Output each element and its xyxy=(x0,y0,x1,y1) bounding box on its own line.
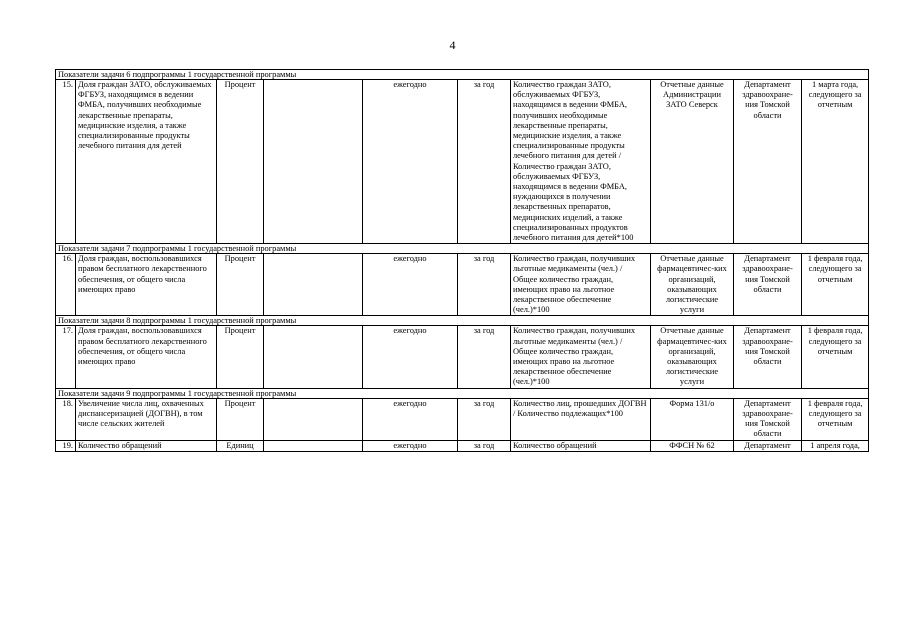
section-title: Показатели задачи 6 подпрограммы 1 государственной программы xyxy=(56,70,869,80)
unit-cell: Единиц xyxy=(217,440,264,451)
unit-cell: Процент xyxy=(217,398,264,440)
unit-cell: Процент xyxy=(217,326,264,388)
frequency-cell: ежегодно xyxy=(363,440,458,451)
formula-cell: Количество граждан, получивших льготные медикаменты (чел.) / Общее количество граждан, имеющих право на льготное лекарственное обеспечение (чел.)*100 xyxy=(511,254,651,316)
row-number: 18. xyxy=(56,398,76,440)
section-header-row xyxy=(56,316,869,326)
indicator-name: Доля граждан, воспользовавшихся правом бесплатного лекарственного обеспечения, от общего числа имеющих право xyxy=(76,326,217,388)
table-row xyxy=(56,326,869,388)
page-number: 4 xyxy=(449,38,456,52)
section-header-row xyxy=(56,70,869,80)
row-number: 16. xyxy=(56,254,76,316)
formula-cell: Количество лиц, прошедших ДОГВН / Количество подлежащих*100 xyxy=(511,398,651,440)
period-cell: за год xyxy=(458,80,511,244)
indicators-table xyxy=(55,69,869,452)
unit-cell: Процент xyxy=(217,254,264,316)
section-header-row xyxy=(56,244,869,254)
source-cell: ФФСН № 62 xyxy=(651,440,734,451)
period-cell: за год xyxy=(458,398,511,440)
indicator-name: Количество обращений xyxy=(76,440,217,451)
empty-cell xyxy=(264,440,363,451)
deadline-cell: 1 февраля года, следующего за отчетным xyxy=(802,326,869,388)
responsible-cell: Департамент здравоохране-ния Томской области xyxy=(734,326,802,388)
source-cell: Форма 131/о xyxy=(651,398,734,440)
deadline-cell: 1 марта года, следующего за отчетным xyxy=(802,80,869,244)
row-number: 19. xyxy=(56,440,76,451)
formula-cell: Количество обращений xyxy=(511,440,651,451)
section-header-row xyxy=(56,388,869,398)
section-title: Показатели задачи 9 подпрограммы 1 государственной программы xyxy=(56,388,869,398)
frequency-cell: ежегодно xyxy=(363,80,458,244)
deadline-cell: 1 февраля года, следующего за отчетным xyxy=(802,398,869,440)
frequency-cell: ежегодно xyxy=(363,254,458,316)
section-title: Показатели задачи 7 подпрограммы 1 государственной программы xyxy=(56,244,869,254)
indicator-name: Доля граждан ЗАТО, обслуживаемых ФГБУЗ, находящимся в ведении ФМБА, получивших необходимые лекарственные препараты, медицинские изделия, а также специализированные продукты лечебного питания для детей xyxy=(76,80,217,244)
empty-cell xyxy=(264,80,363,244)
indicator-name: Увеличение числа лиц, охваченных диспансеризацией (ДОГВН), в том числе сельских жителей xyxy=(76,398,217,440)
empty-cell xyxy=(264,398,363,440)
empty-cell xyxy=(264,254,363,316)
frequency-cell: ежегодно xyxy=(363,398,458,440)
row-number: 15. xyxy=(56,80,76,244)
frequency-cell: ежегодно xyxy=(363,326,458,388)
formula-cell: Количество граждан, получивших льготные медикаменты (чел.) / Общее количество граждан, имеющих право на льготное лекарственное обеспечение (чел.)*100 xyxy=(511,326,651,388)
period-cell: за год xyxy=(458,440,511,451)
source-cell: Отчетные данные фармацевтичес-ких организаций, оказывающих логистические услуги xyxy=(651,254,734,316)
responsible-cell: Департамент здравоохране-ния Томской области xyxy=(734,254,802,316)
table-row xyxy=(56,80,869,244)
responsible-cell: Департамент здравоохране-ния Томской области xyxy=(734,398,802,440)
period-cell: за год xyxy=(458,254,511,316)
unit-cell: Процент xyxy=(217,80,264,244)
deadline-cell: 1 февраля года, следующего за отчетным xyxy=(802,254,869,316)
section-title: Показатели задачи 8 подпрограммы 1 государственной программы xyxy=(56,316,869,326)
deadline-cell: 1 апреля года, xyxy=(802,440,869,451)
indicator-name: Доля граждан, воспользовавшихся правом бесплатного лекарственного обеспечения, от общего числа имеющих право xyxy=(76,254,217,316)
responsible-cell: Департамент xyxy=(734,440,802,451)
formula-cell: Количество граждан ЗАТО, обслуживаемых ФГБУЗ, находящимся в ведении ФМБА, получивших необходимые лекарственные препараты, медицинские изделия, а также специализированные продукты лечебного питания для детей / Количество граждан ЗАТО, обслуживаемых ФГБУЗ, находящимся в ведении ФМБА, нуждающихся в получении лекарственных препаратов, медицинских изделий, а также специализированных продуктов лечебного питания для детей*100 xyxy=(511,80,651,244)
table-row xyxy=(56,440,869,451)
table-row xyxy=(56,254,869,316)
empty-cell xyxy=(264,326,363,388)
row-number: 17. xyxy=(56,326,76,388)
responsible-cell: Департамент здравоохране-ния Томской области xyxy=(734,80,802,244)
source-cell: Отчетные данные фармацевтичес-ких организаций, оказывающих логистические услуги xyxy=(651,326,734,388)
period-cell: за год xyxy=(458,326,511,388)
source-cell: Отчетные данные Администрации ЗАТО Северск xyxy=(651,80,734,244)
table-row xyxy=(56,398,869,440)
